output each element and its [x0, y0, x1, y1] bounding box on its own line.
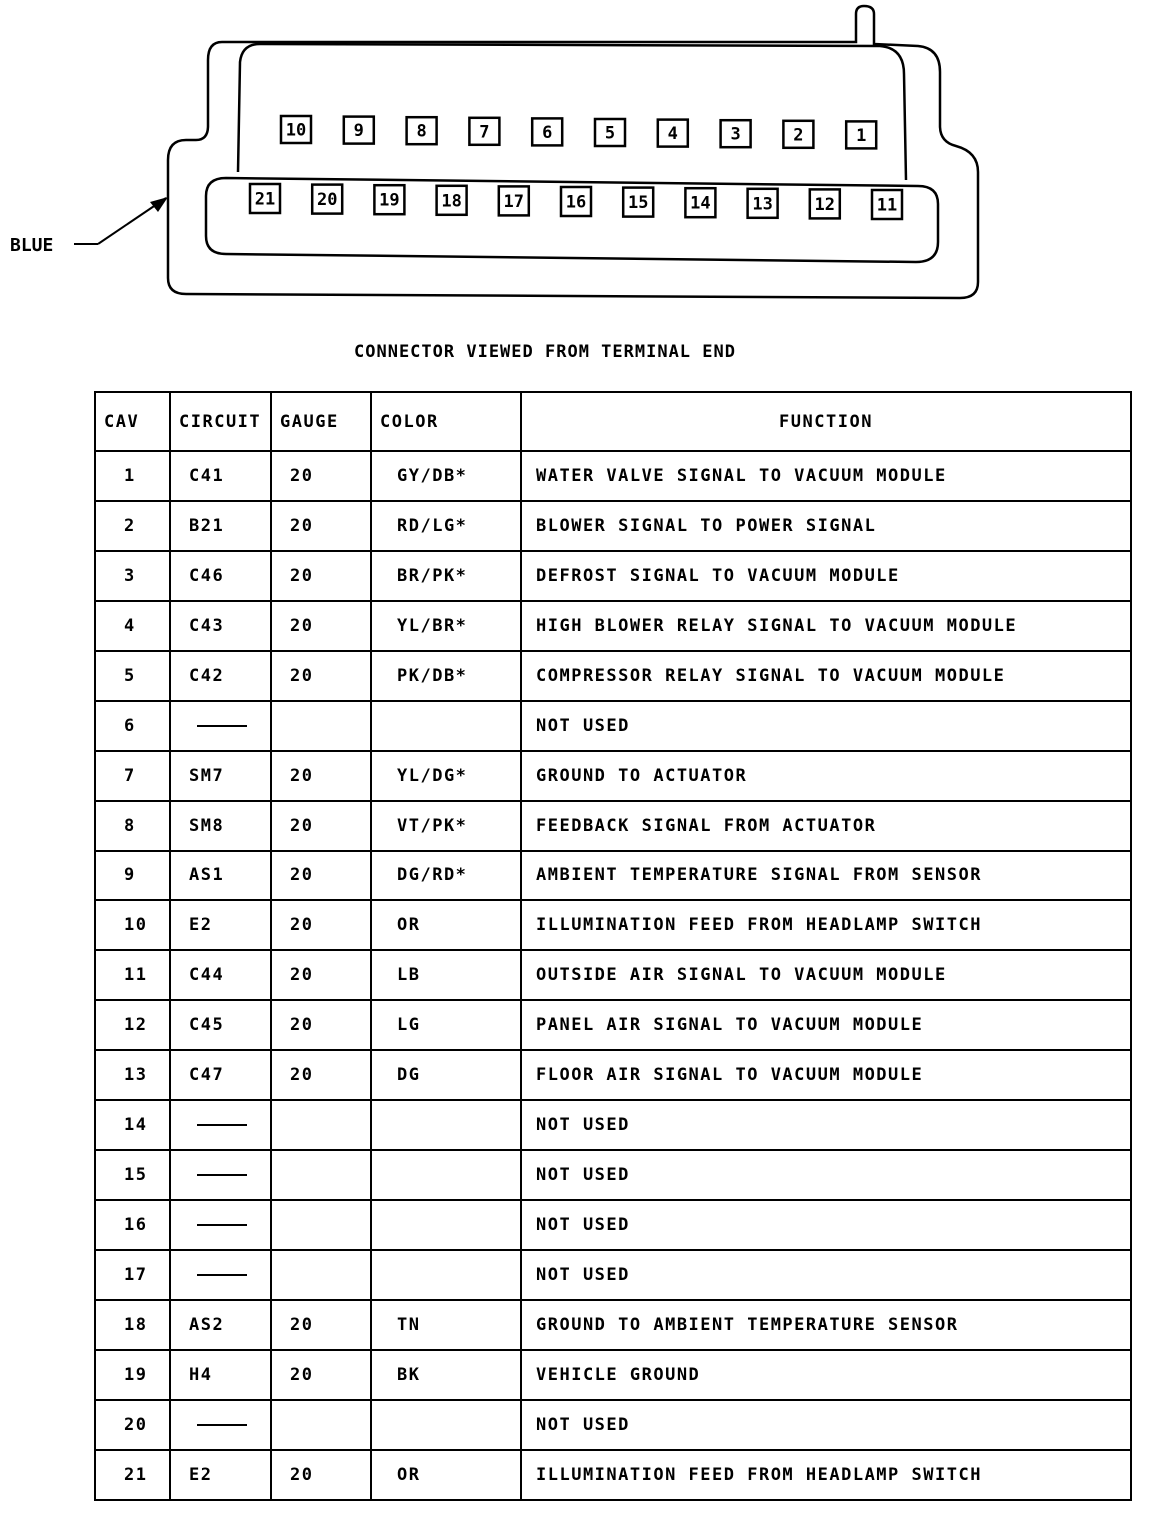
- cell-gauge: 20: [271, 751, 371, 801]
- table-row: [95, 1350, 1131, 1400]
- cell-circuit: C46: [170, 551, 271, 601]
- cell-color: GY/DB*: [371, 451, 521, 501]
- top-row-pins: [281, 116, 876, 148]
- connector-pin: [685, 188, 715, 217]
- unused-dash: [197, 1274, 247, 1276]
- cell-cav: 3: [95, 551, 170, 601]
- header-gauge: GAUGE: [271, 392, 371, 451]
- cell-function: ILLUMINATION FEED FROM HEADLAMP SWITCH: [521, 1450, 1131, 1500]
- cell-cav: 2: [95, 501, 170, 551]
- cell-circuit: [170, 1150, 271, 1200]
- table-row: [95, 501, 1131, 551]
- table-row: [95, 950, 1131, 1000]
- table-row: [95, 451, 1131, 501]
- cell-color: [371, 701, 521, 751]
- cell-function: COMPRESSOR RELAY SIGNAL TO VACUUM MODULE: [521, 651, 1131, 701]
- pin-number: 17: [503, 191, 525, 212]
- cell-color: LB: [371, 950, 521, 1000]
- cell-function: VEHICLE GROUND: [521, 1350, 1131, 1400]
- cell-cav: 18: [95, 1300, 170, 1350]
- table-row: [95, 1250, 1131, 1300]
- cell-cav: 10: [95, 900, 170, 950]
- cell-gauge: [271, 1250, 371, 1300]
- cell-function: GROUND TO AMBIENT TEMPERATURE SENSOR: [521, 1300, 1131, 1350]
- cell-color: [371, 1100, 521, 1150]
- pin-number: 8: [416, 121, 427, 142]
- connector-pin: [469, 118, 499, 145]
- cell-gauge: [271, 1100, 371, 1150]
- cell-function: PANEL AIR SIGNAL TO VACUUM MODULE: [521, 1000, 1131, 1050]
- cell-circuit: C42: [170, 651, 271, 701]
- cell-cav: 6: [95, 701, 170, 751]
- cell-cav: 8: [95, 801, 170, 851]
- cell-gauge: [271, 1400, 371, 1450]
- pin-number: 19: [379, 190, 400, 211]
- arrowhead-icon: [150, 197, 168, 212]
- cell-function: OUTSIDE AIR SIGNAL TO VACUUM MODULE: [521, 950, 1131, 1000]
- connector-pin: [595, 119, 625, 146]
- cell-color: DG: [371, 1050, 521, 1100]
- pin-number: 13: [752, 194, 773, 215]
- connector-pin: [783, 121, 813, 148]
- cell-function: DEFROST SIGNAL TO VACUUM MODULE: [521, 551, 1131, 601]
- pin-number: 2: [793, 125, 804, 146]
- connector-pin: [437, 186, 467, 215]
- table-row: [95, 751, 1131, 801]
- cell-gauge: 20: [271, 900, 371, 950]
- pin-number: 21: [254, 189, 276, 210]
- cell-function: ILLUMINATION FEED FROM HEADLAMP SWITCH: [521, 900, 1131, 950]
- cell-circuit: [170, 701, 271, 751]
- pin-number: 15: [627, 193, 649, 214]
- connector-pin: [872, 190, 902, 219]
- cell-cav: 13: [95, 1050, 170, 1100]
- cell-function: FEEDBACK SIGNAL FROM ACTUATOR: [521, 801, 1131, 851]
- cell-function: NOT USED: [521, 1400, 1131, 1450]
- cell-circuit: [170, 1100, 271, 1150]
- pin-number: 10: [285, 120, 307, 141]
- cell-cav: 11: [95, 950, 170, 1000]
- cell-function: FLOOR AIR SIGNAL TO VACUUM MODULE: [521, 1050, 1131, 1100]
- pin-number: 7: [479, 122, 490, 143]
- cell-cav: 17: [95, 1250, 170, 1300]
- cell-function: NOT USED: [521, 1150, 1131, 1200]
- cell-circuit: E2: [170, 1450, 271, 1500]
- cell-circuit: H4: [170, 1350, 271, 1400]
- cell-color: BR/PK*: [371, 551, 521, 601]
- cell-color: YL/BR*: [371, 601, 521, 651]
- pinout-table: [94, 391, 1132, 1501]
- cell-cav: 7: [95, 751, 170, 801]
- cell-gauge: [271, 1200, 371, 1250]
- pin-number: 16: [565, 192, 587, 213]
- cell-color: [371, 1250, 521, 1300]
- table-row: [95, 651, 1131, 701]
- cell-cav: 1: [95, 451, 170, 501]
- cell-gauge: [271, 701, 371, 751]
- unused-dash: [197, 1174, 247, 1176]
- connector-pin: [532, 118, 562, 145]
- cell-function: HIGH BLOWER RELAY SIGNAL TO VACUUM MODULE: [521, 601, 1131, 651]
- unused-dash: [197, 1124, 247, 1126]
- table-header-row: [95, 392, 1131, 451]
- cell-circuit: [170, 1200, 271, 1250]
- cell-function: AMBIENT TEMPERATURE SIGNAL FROM SENSOR: [521, 851, 1131, 901]
- cell-gauge: 20: [271, 1000, 371, 1050]
- connector-pin: [561, 187, 591, 216]
- unused-dash: [197, 725, 247, 727]
- cell-circuit: [170, 1400, 271, 1450]
- header-cav: CAV: [95, 392, 170, 451]
- cell-gauge: 20: [271, 551, 371, 601]
- table-row: [95, 1400, 1131, 1450]
- cell-gauge: 20: [271, 950, 371, 1000]
- bottom-row-pins: [250, 184, 902, 219]
- table-row: [95, 801, 1131, 851]
- connector-pin: [499, 186, 529, 215]
- connector-pin: [374, 185, 404, 214]
- table-row: [95, 1450, 1131, 1500]
- cell-circuit: SM8: [170, 801, 271, 851]
- table-row: [95, 1200, 1131, 1250]
- cell-circuit: C44: [170, 950, 271, 1000]
- cell-function: GROUND TO ACTUATOR: [521, 751, 1131, 801]
- table-row: [95, 601, 1131, 651]
- pin-number: 14: [690, 193, 711, 214]
- cell-cav: 4: [95, 601, 170, 651]
- unused-dash: [197, 1424, 247, 1426]
- pin-number: 11: [876, 195, 898, 216]
- wire-color-label: BLUE: [10, 235, 54, 256]
- cell-function: BLOWER SIGNAL TO POWER SIGNAL: [521, 501, 1131, 551]
- pin-number: 1: [856, 125, 867, 146]
- connector-pin: [846, 121, 876, 148]
- cell-cav: 20: [95, 1400, 170, 1450]
- cell-cav: 5: [95, 651, 170, 701]
- cell-color: [371, 1400, 521, 1450]
- cell-gauge: 20: [271, 501, 371, 551]
- table-row: [95, 1050, 1131, 1100]
- connector-pin: [250, 184, 280, 213]
- cell-color: [371, 1150, 521, 1200]
- cell-color: BK: [371, 1350, 521, 1400]
- connector-pin: [312, 185, 342, 214]
- cell-circuit: AS1: [170, 851, 271, 901]
- connector-inner-upper-outline: [238, 44, 906, 180]
- cell-color: LG: [371, 1000, 521, 1050]
- cell-cav: 15: [95, 1150, 170, 1200]
- cell-color: RD/LG*: [371, 501, 521, 551]
- pin-number: 18: [441, 191, 462, 212]
- cell-circuit: E2: [170, 900, 271, 950]
- cell-gauge: 20: [271, 651, 371, 701]
- cell-gauge: 20: [271, 451, 371, 501]
- cell-cav: 9: [95, 851, 170, 901]
- cell-function: NOT USED: [521, 701, 1131, 751]
- cell-color: OR: [371, 1450, 521, 1500]
- pin-number: 4: [667, 124, 678, 145]
- cell-gauge: [271, 1150, 371, 1200]
- cell-color: PK/DB*: [371, 651, 521, 701]
- diagram-caption: CONNECTOR VIEWED FROM TERMINAL END: [354, 342, 736, 362]
- cell-circuit: [170, 1250, 271, 1300]
- cell-cav: 14: [95, 1100, 170, 1150]
- table-row: [95, 851, 1131, 901]
- cell-gauge: 20: [271, 1050, 371, 1100]
- cell-circuit: B21: [170, 501, 271, 551]
- cell-cav: 21: [95, 1450, 170, 1500]
- cell-gauge: 20: [271, 1450, 371, 1500]
- cell-color: VT/PK*: [371, 801, 521, 851]
- cell-circuit: C45: [170, 1000, 271, 1050]
- cell-cav: 12: [95, 1000, 170, 1050]
- pin-number: 20: [316, 190, 338, 211]
- cell-color: YL/DG*: [371, 751, 521, 801]
- connector-pin: [748, 189, 778, 218]
- header-color: COLOR: [371, 392, 521, 451]
- cell-color: DG/RD*: [371, 851, 521, 901]
- pin-number: 12: [814, 194, 836, 215]
- connector-pin: [281, 116, 311, 143]
- cell-color: OR: [371, 900, 521, 950]
- cell-function: NOT USED: [521, 1250, 1131, 1300]
- connector-pin: [344, 117, 374, 144]
- pin-number: 5: [604, 123, 616, 144]
- cell-gauge: 20: [271, 1350, 371, 1400]
- cell-circuit: AS2: [170, 1300, 271, 1350]
- header-circuit: CIRCUIT: [170, 392, 271, 451]
- cell-cav: 16: [95, 1200, 170, 1250]
- cell-circuit: SM7: [170, 751, 271, 801]
- pin-number: 3: [730, 124, 741, 145]
- cell-function: NOT USED: [521, 1100, 1131, 1150]
- cell-circuit: C41: [170, 451, 271, 501]
- cell-gauge: 20: [271, 851, 371, 901]
- cell-gauge: 20: [271, 601, 371, 651]
- cell-gauge: 20: [271, 801, 371, 851]
- table-row: [95, 701, 1131, 751]
- cell-gauge: 20: [271, 1300, 371, 1350]
- cell-function: NOT USED: [521, 1200, 1131, 1250]
- connector-pin: [658, 120, 688, 147]
- table-row: [95, 1150, 1131, 1200]
- connector-pin: [721, 120, 751, 147]
- table-row: [95, 551, 1131, 601]
- cell-color: TN: [371, 1300, 521, 1350]
- connector-pin: [407, 117, 437, 144]
- header-function: FUNCTION: [521, 392, 1131, 451]
- connector-pin: [623, 188, 653, 217]
- pinout-table-body: [95, 451, 1131, 1500]
- unused-dash: [197, 1224, 247, 1226]
- connector-pin: [810, 189, 840, 218]
- connector-diagram: [0, 0, 1152, 330]
- table-row: [95, 1300, 1131, 1350]
- cell-circuit: C47: [170, 1050, 271, 1100]
- cell-function: WATER VALVE SIGNAL TO VACUUM MODULE: [521, 451, 1131, 501]
- cell-color: [371, 1200, 521, 1250]
- pin-number: 9: [353, 121, 364, 142]
- cell-cav: 19: [95, 1350, 170, 1400]
- table-row: [95, 900, 1131, 950]
- pin-number: 6: [542, 122, 553, 143]
- table-row: [95, 1000, 1131, 1050]
- cell-circuit: C43: [170, 601, 271, 651]
- table-row: [95, 1100, 1131, 1150]
